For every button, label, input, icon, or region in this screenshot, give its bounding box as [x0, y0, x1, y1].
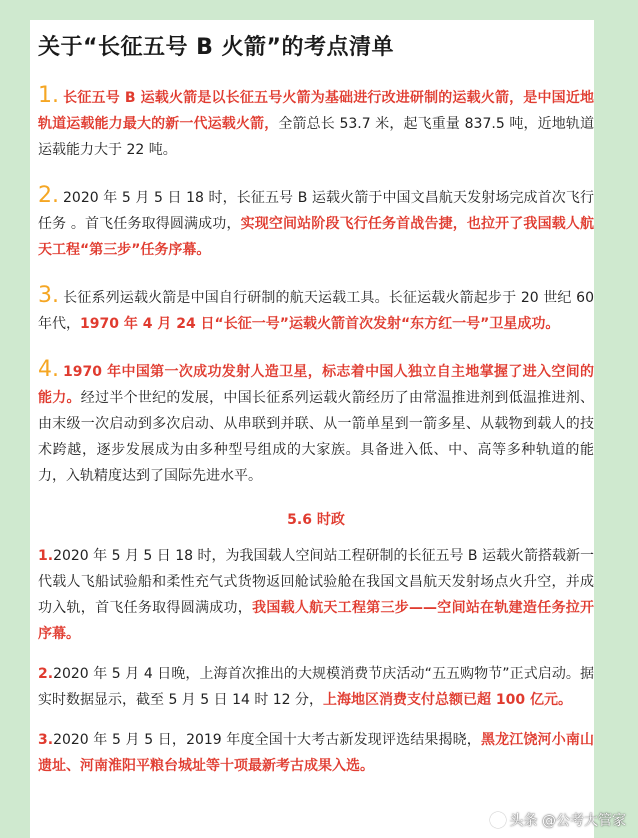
section-title: 5.6 时政 [287, 512, 345, 528]
point-number: 3. [38, 283, 59, 308]
watermark-text: 头条 @公考大管家 [509, 813, 626, 829]
article-page [30, 20, 594, 838]
point-item-1 [38, 83, 594, 163]
article-title: 关于“长征五号 B 火箭”的考点清单 [38, 35, 395, 60]
point-highlight: 长征五号 B 运载火箭是以长征五号火箭为基础进行改进研制的运载火箭，是中国近地轨道运载能力最大的新一代运载火箭， [38, 90, 594, 132]
point-text: 2020 年 5 月 5 日 18 时，长征五号 B 运载火箭于中国文昌航天发射场完成首次飞行任务 。首飞任务取得圆满成功， [38, 190, 594, 232]
news-number: 3. [38, 732, 54, 748]
news-text: 2020 年 5 月 4 日晚，上海首次推出的大规模消费节庆活动“五五购物节”正式启动。据实时数据显示，截至 5 月 5 日 14 时 12 分， [38, 666, 594, 708]
news-text: 2020 年 5 月 5 日 18 时，为我国载人空间站工程研制的长征五号 B 运载火箭搭载新一代载人飞船试验船和柔性充气式货物返回舱试验舱在我国文昌航天发射场点火升空，并成功入轨，首飞任务取得圆满成功， [38, 548, 594, 616]
point-item-2 [38, 183, 594, 263]
news-highlight: 黑龙江饶河小南山遗址、河南淮阳平粮台城址等十项最新考古成果入选。 [38, 732, 594, 774]
point-text: 长征系列运载火箭是中国自行研制的航天运载工具。长征运载火箭起步于 20 世纪 60 年代， [38, 290, 594, 332]
point-item-3 [38, 283, 594, 337]
news-item-2 [38, 661, 594, 713]
point-number: 2. [38, 183, 59, 208]
news-item-1 [38, 543, 594, 647]
news-highlight: 上海地区消费支付总额已超 100 亿元。 [323, 692, 573, 708]
point-text: 全箭总长 53.7 米，起飞重量 837.5 吨，近地轨道运载能力大于 22 吨。 [38, 116, 594, 158]
point-number: 1. [38, 83, 59, 108]
news-text: 2020 年 5 月 5 日，2019 年度全国十大考古新发现评选结果揭晓， [53, 732, 481, 748]
news-highlight: 我国载人航天工程第三步——空间站在轨建造任务拉开序幕。 [38, 600, 594, 642]
point-highlight: 1970 年中国第一次成功发射人造卫星，标志着中国人独立自主地掌握了进入空间的能力。 [38, 364, 594, 406]
news-number: 2. [38, 666, 54, 682]
point-item-4 [38, 357, 594, 489]
point-highlight: 1970 年 4 月 24 日“长征一号”运载火箭首次发射“东方红一号”卫星成功。 [80, 316, 560, 332]
point-highlight: 实现空间站阶段飞行任务首战告捷，也拉开了我国载人航天工程“第三步”任务序幕。 [38, 216, 594, 258]
news-number: 1. [38, 548, 54, 564]
point-text: 经过半个世纪的发展，中国长征系列运载火箭经历了由常温推进剂到低温推进剂、由末级一次启动到多次启动、从串联到并联、从一箭单星到一箭多星、从载物到载人的技术跨越，逐步发展成为由多种型号组成的大家族。具备进入低、中、高等多种轨道的能力，入轨精度达到了国际先进水平。 [38, 390, 594, 484]
at-icon [490, 812, 506, 828]
watermark [490, 810, 626, 830]
news-item-3 [38, 727, 594, 779]
point-number: 4. [38, 357, 59, 382]
